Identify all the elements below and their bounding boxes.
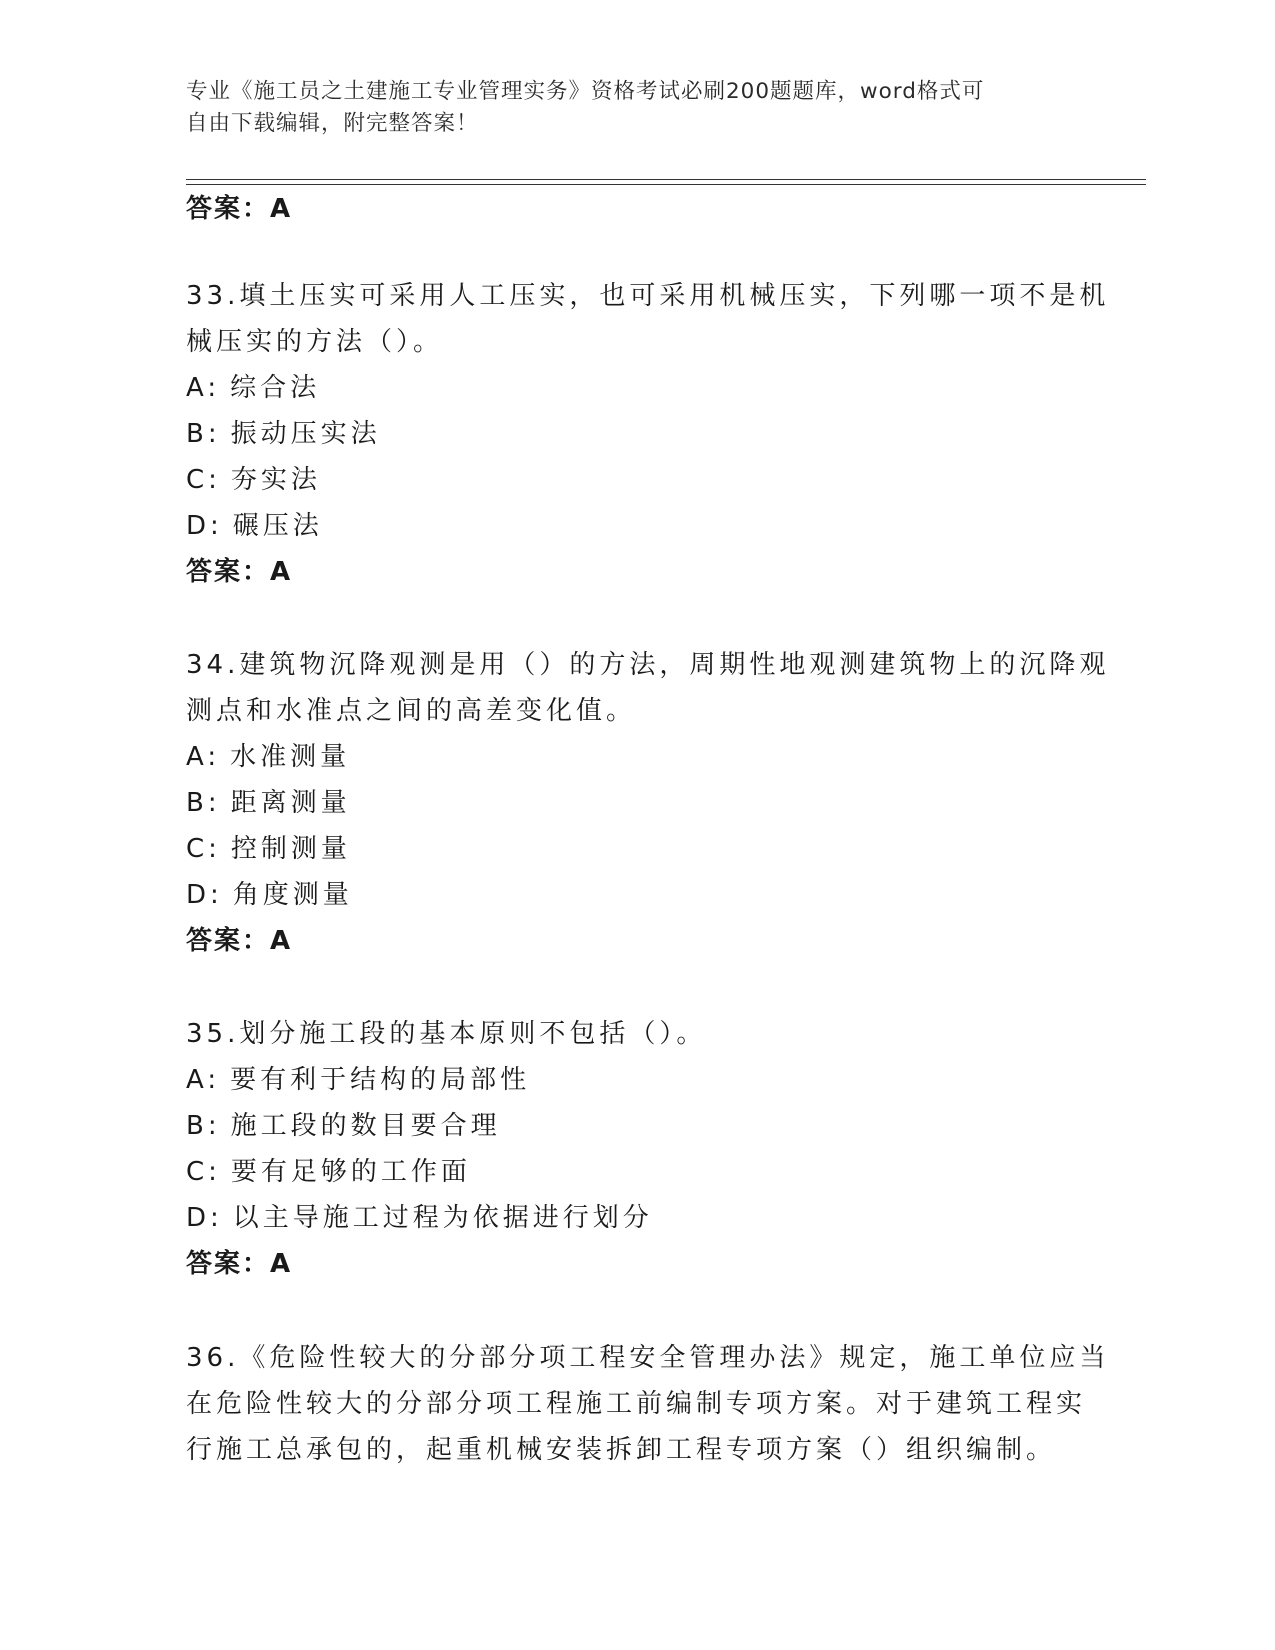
option-text: 以主导施工过程为依据进行划分	[232, 1203, 653, 1233]
question-36	[186, 1335, 1110, 1473]
option-d	[186, 1195, 1086, 1241]
option-c	[186, 826, 1086, 872]
option-letter: A:	[186, 373, 221, 403]
option-letter: B:	[186, 1111, 221, 1141]
header-rule-bottom	[186, 184, 1146, 185]
question-stem-line: 34.建筑物沉降观测是用（）的方法，周期性地观测建筑物上的沉降观	[186, 650, 1110, 680]
option-letter: D:	[186, 1203, 223, 1233]
option-letter: D:	[186, 511, 223, 541]
header-line-2: 自由下载编辑，附完整答案！	[186, 111, 479, 136]
option-text: 施工段的数目要合理	[230, 1111, 501, 1141]
header-rule-top	[186, 179, 1146, 180]
question-34	[186, 642, 1110, 964]
question-stem-line: 36.《危险性较大的分部分项工程安全管理办法》规定，施工单位应当	[186, 1343, 1110, 1373]
option-c	[186, 1149, 1086, 1195]
option-text: 角度测量	[232, 880, 353, 910]
option-letter: D:	[186, 880, 223, 910]
option-text: 水准测量	[230, 742, 351, 772]
question-stem-line: 在危险性较大的分部分项工程施工前编制专项方案。对于建筑工程实	[186, 1389, 1087, 1419]
question-stem-line: 械压实的方法（）。	[186, 327, 444, 357]
option-letter: A:	[186, 742, 221, 772]
option-b	[186, 780, 1086, 826]
question-stem-line: 测点和水准点之间的高差变化值。	[186, 696, 637, 726]
option-letter: B:	[186, 788, 221, 818]
option-text: 距离测量	[230, 788, 351, 818]
answer-label: 答案：A	[186, 926, 293, 956]
option-letter: C:	[186, 1157, 221, 1187]
option-text: 夯实法	[230, 465, 321, 495]
question-stem-line: 35.划分施工段的基本原则不包括（）。	[186, 1019, 707, 1049]
option-d	[186, 872, 1086, 918]
option-letter: C:	[186, 465, 221, 495]
document-header	[186, 76, 1066, 140]
option-letter: C:	[186, 834, 221, 864]
option-text: 碾压法	[232, 511, 323, 541]
option-a	[186, 734, 1086, 780]
answer-label: 答案：A	[186, 1249, 293, 1279]
prev-answer-block	[186, 186, 1086, 232]
option-letter: A:	[186, 1065, 221, 1095]
option-c	[186, 457, 1086, 503]
option-text: 振动压实法	[230, 419, 381, 449]
option-d	[186, 503, 1086, 549]
option-letter: B:	[186, 419, 221, 449]
answer-label: 答案：A	[186, 557, 293, 587]
header-line-1: 专业《施工员之土建施工专业管理实务》资格考试必刷200题题库，word格式可	[186, 79, 985, 104]
option-b	[186, 1103, 1086, 1149]
option-text: 要有利于结构的局部性	[230, 1065, 531, 1095]
option-a	[186, 1057, 1086, 1103]
option-text: 要有足够的工作面	[230, 1157, 471, 1187]
question-33	[186, 273, 1110, 595]
question-stem-line: 行施工总承包的，起重机械安装拆卸工程专项方案（）组织编制。	[186, 1435, 1057, 1465]
question-stem-line: 33.填土压实可采用人工压实，也可采用机械压实，下列哪一项不是机	[186, 281, 1110, 311]
option-a	[186, 365, 1086, 411]
option-text: 控制测量	[230, 834, 351, 864]
option-text: 综合法	[230, 373, 321, 403]
answer-label: 答案：A	[186, 194, 293, 224]
question-35	[186, 1011, 1086, 1287]
option-b	[186, 411, 1086, 457]
